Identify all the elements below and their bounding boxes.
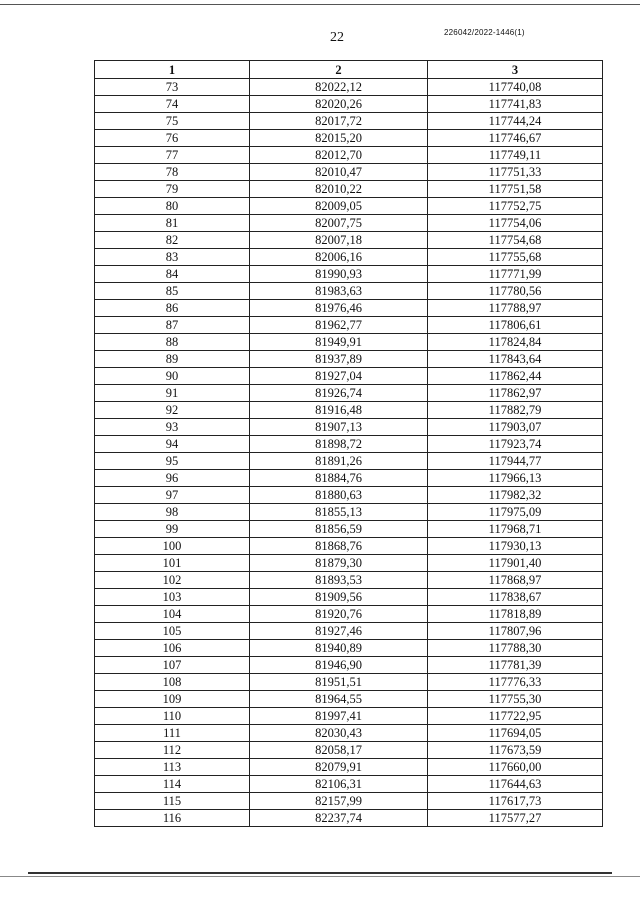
table-row [95,266,603,283]
table-cell-col-1: 76 [95,130,250,147]
table-row [95,198,603,215]
table-cell-col-3: 117740,08 [428,79,603,96]
table-cell-col-3: 117776,33 [428,674,603,691]
table-cell-col-2: 81916,48 [250,402,428,419]
table-row [95,572,603,589]
table-row [95,317,603,334]
table-cell-col-2: 81927,46 [250,623,428,640]
table-row [95,793,603,810]
table-cell-col-2: 82106,31 [250,776,428,793]
table-cell-col-3: 117755,68 [428,249,603,266]
table-cell-col-1: 101 [95,555,250,572]
table-cell-col-2: 82022,12 [250,79,428,96]
table-cell-col-2: 82009,05 [250,198,428,215]
table-cell-col-3: 117755,30 [428,691,603,708]
table-cell-col-1: 104 [95,606,250,623]
table-cell-col-2: 81927,04 [250,368,428,385]
table-cell-col-1: 103 [95,589,250,606]
table-header-row [95,61,603,79]
table-cell-col-2: 82017,72 [250,113,428,130]
table-cell-col-2: 82020,26 [250,96,428,113]
table-cell-col-2: 81898,72 [250,436,428,453]
table-cell-col-2: 81937,89 [250,351,428,368]
table-cell-col-3: 117660,00 [428,759,603,776]
table-cell-col-1: 116 [95,810,250,827]
bottom-border-line [28,872,612,874]
table-cell-col-2: 81880,63 [250,487,428,504]
table-cell-col-3: 117746,67 [428,130,603,147]
table-row [95,96,603,113]
table-row [95,657,603,674]
table-cell-col-3: 117741,83 [428,96,603,113]
table-cell-col-3: 117982,32 [428,487,603,504]
table-row [95,759,603,776]
table-row [95,300,603,317]
table-cell-col-3: 117694,05 [428,725,603,742]
table-cell-col-1: 105 [95,623,250,640]
table-row [95,606,603,623]
table-cell-col-2: 81951,51 [250,674,428,691]
bottom-edge-line [0,876,640,877]
table-cell-col-1: 93 [95,419,250,436]
table-cell-col-1: 74 [95,96,250,113]
table-cell-col-3: 117966,13 [428,470,603,487]
table-cell-col-2: 81983,63 [250,283,428,300]
table-cell-col-3: 117722,95 [428,708,603,725]
table-row [95,419,603,436]
table-row [95,436,603,453]
table-cell-col-2: 81976,46 [250,300,428,317]
column-header-1: 1 [95,61,250,79]
table-cell-col-2: 81907,13 [250,419,428,436]
table-cell-col-1: 86 [95,300,250,317]
table-cell-col-1: 75 [95,113,250,130]
table-row [95,334,603,351]
table-cell-col-3: 117930,13 [428,538,603,555]
table-row [95,164,603,181]
table-cell-col-2: 81909,56 [250,589,428,606]
table-cell-col-1: 83 [95,249,250,266]
table-row [95,742,603,759]
table-row [95,521,603,538]
table-cell-col-3: 117807,96 [428,623,603,640]
table-row [95,130,603,147]
table-cell-col-1: 110 [95,708,250,725]
table-cell-col-2: 82237,74 [250,810,428,827]
table-row [95,487,603,504]
table-cell-col-1: 94 [95,436,250,453]
table-row [95,283,603,300]
coordinates-table [94,60,603,827]
table-cell-col-1: 106 [95,640,250,657]
table-row [95,776,603,793]
table-row [95,351,603,368]
table-cell-col-1: 79 [95,181,250,198]
table-cell-col-1: 112 [95,742,250,759]
table-cell-col-1: 109 [95,691,250,708]
table-cell-col-1: 108 [95,674,250,691]
table-cell-col-1: 81 [95,215,250,232]
table-cell-col-3: 117968,71 [428,521,603,538]
table-cell-col-3: 117673,59 [428,742,603,759]
table-cell-col-3: 117944,77 [428,453,603,470]
table-cell-col-3: 117862,97 [428,385,603,402]
table-row [95,640,603,657]
table-cell-col-3: 117754,68 [428,232,603,249]
table-cell-col-2: 82015,20 [250,130,428,147]
table-cell-col-3: 117788,30 [428,640,603,657]
table-body [95,79,603,827]
table-cell-col-2: 82007,75 [250,215,428,232]
top-border-line [0,4,640,5]
table-cell-col-3: 117751,58 [428,181,603,198]
table-cell-col-3: 117882,79 [428,402,603,419]
table-cell-col-3: 117843,64 [428,351,603,368]
table-cell-col-1: 80 [95,198,250,215]
table-row [95,691,603,708]
table-cell-col-3: 117903,07 [428,419,603,436]
page-number: 22 [330,30,344,45]
table-cell-col-2: 82030,43 [250,725,428,742]
table-cell-col-1: 89 [95,351,250,368]
table-cell-col-2: 82058,17 [250,742,428,759]
table-cell-col-1: 98 [95,504,250,521]
table-cell-col-3: 117862,44 [428,368,603,385]
table-cell-col-2: 81884,76 [250,470,428,487]
table-cell-col-3: 117617,73 [428,793,603,810]
table-cell-col-1: 78 [95,164,250,181]
table-cell-col-1: 115 [95,793,250,810]
table-row [95,249,603,266]
table-row [95,589,603,606]
table-cell-col-2: 81891,26 [250,453,428,470]
table-cell-col-2: 81920,76 [250,606,428,623]
table-cell-col-2: 82012,70 [250,147,428,164]
table-cell-col-2: 81926,74 [250,385,428,402]
table-cell-col-2: 82007,18 [250,232,428,249]
table-cell-col-2: 81946,90 [250,657,428,674]
table-cell-col-3: 117901,40 [428,555,603,572]
table-row [95,538,603,555]
table-cell-col-1: 102 [95,572,250,589]
table-cell-col-3: 117749,11 [428,147,603,164]
table-row [95,453,603,470]
table-cell-col-3: 117806,61 [428,317,603,334]
table-row [95,368,603,385]
table-cell-col-2: 82079,91 [250,759,428,776]
table-cell-col-2: 81940,89 [250,640,428,657]
column-header-3: 3 [428,61,603,79]
table-cell-col-2: 81856,59 [250,521,428,538]
table-cell-col-1: 100 [95,538,250,555]
table-row [95,79,603,96]
table-cell-col-2: 81964,55 [250,691,428,708]
table-cell-col-2: 81990,93 [250,266,428,283]
table-cell-col-2: 81893,53 [250,572,428,589]
table-cell-col-2: 81962,77 [250,317,428,334]
table-cell-col-1: 107 [95,657,250,674]
table-cell-col-1: 113 [95,759,250,776]
table-cell-col-2: 82157,99 [250,793,428,810]
table-cell-col-2: 82006,16 [250,249,428,266]
table-cell-col-1: 99 [95,521,250,538]
table-row [95,181,603,198]
table-cell-col-1: 91 [95,385,250,402]
table-cell-col-1: 73 [95,79,250,96]
table-cell-col-1: 77 [95,147,250,164]
table-cell-col-3: 117751,33 [428,164,603,181]
table-cell-col-3: 117752,75 [428,198,603,215]
table-row [95,232,603,249]
table-cell-col-2: 81997,41 [250,708,428,725]
table-cell-col-3: 117788,97 [428,300,603,317]
table-cell-col-2: 82010,22 [250,181,428,198]
table-cell-col-3: 117754,06 [428,215,603,232]
table-cell-col-3: 117644,63 [428,776,603,793]
table-cell-col-2: 81879,30 [250,555,428,572]
table-row [95,810,603,827]
table-cell-col-1: 84 [95,266,250,283]
table-cell-col-1: 96 [95,470,250,487]
table-cell-col-1: 95 [95,453,250,470]
table-cell-col-3: 117818,89 [428,606,603,623]
table-row [95,385,603,402]
table-cell-col-3: 117780,56 [428,283,603,300]
table-cell-col-3: 117838,67 [428,589,603,606]
table-row [95,504,603,521]
table-cell-col-1: 92 [95,402,250,419]
table-cell-col-3: 117923,74 [428,436,603,453]
table-cell-col-2: 82010,47 [250,164,428,181]
table-cell-col-3: 117771,99 [428,266,603,283]
table-row [95,113,603,130]
table-cell-col-1: 97 [95,487,250,504]
table-cell-col-1: 87 [95,317,250,334]
table-row [95,708,603,725]
table-cell-col-2: 81855,13 [250,504,428,521]
table-cell-col-3: 117744,24 [428,113,603,130]
table-cell-col-3: 117975,09 [428,504,603,521]
table-cell-col-3: 117824,84 [428,334,603,351]
table-row [95,470,603,487]
table-cell-col-2: 81949,91 [250,334,428,351]
table-cell-col-1: 114 [95,776,250,793]
table-cell-col-1: 82 [95,232,250,249]
table-cell-col-3: 117868,97 [428,572,603,589]
table-cell-col-1: 85 [95,283,250,300]
table-cell-col-2: 81868,76 [250,538,428,555]
table-row [95,725,603,742]
table-cell-col-3: 117577,27 [428,810,603,827]
table-cell-col-3: 117781,39 [428,657,603,674]
table-row [95,674,603,691]
table-cell-col-1: 90 [95,368,250,385]
table-row [95,215,603,232]
table-row [95,402,603,419]
table-row [95,147,603,164]
table-row [95,555,603,572]
table-cell-col-1: 111 [95,725,250,742]
column-header-2: 2 [250,61,428,79]
table-row [95,623,603,640]
table-cell-col-1: 88 [95,334,250,351]
document-code: 226042/2022-1446(1) [444,28,525,37]
